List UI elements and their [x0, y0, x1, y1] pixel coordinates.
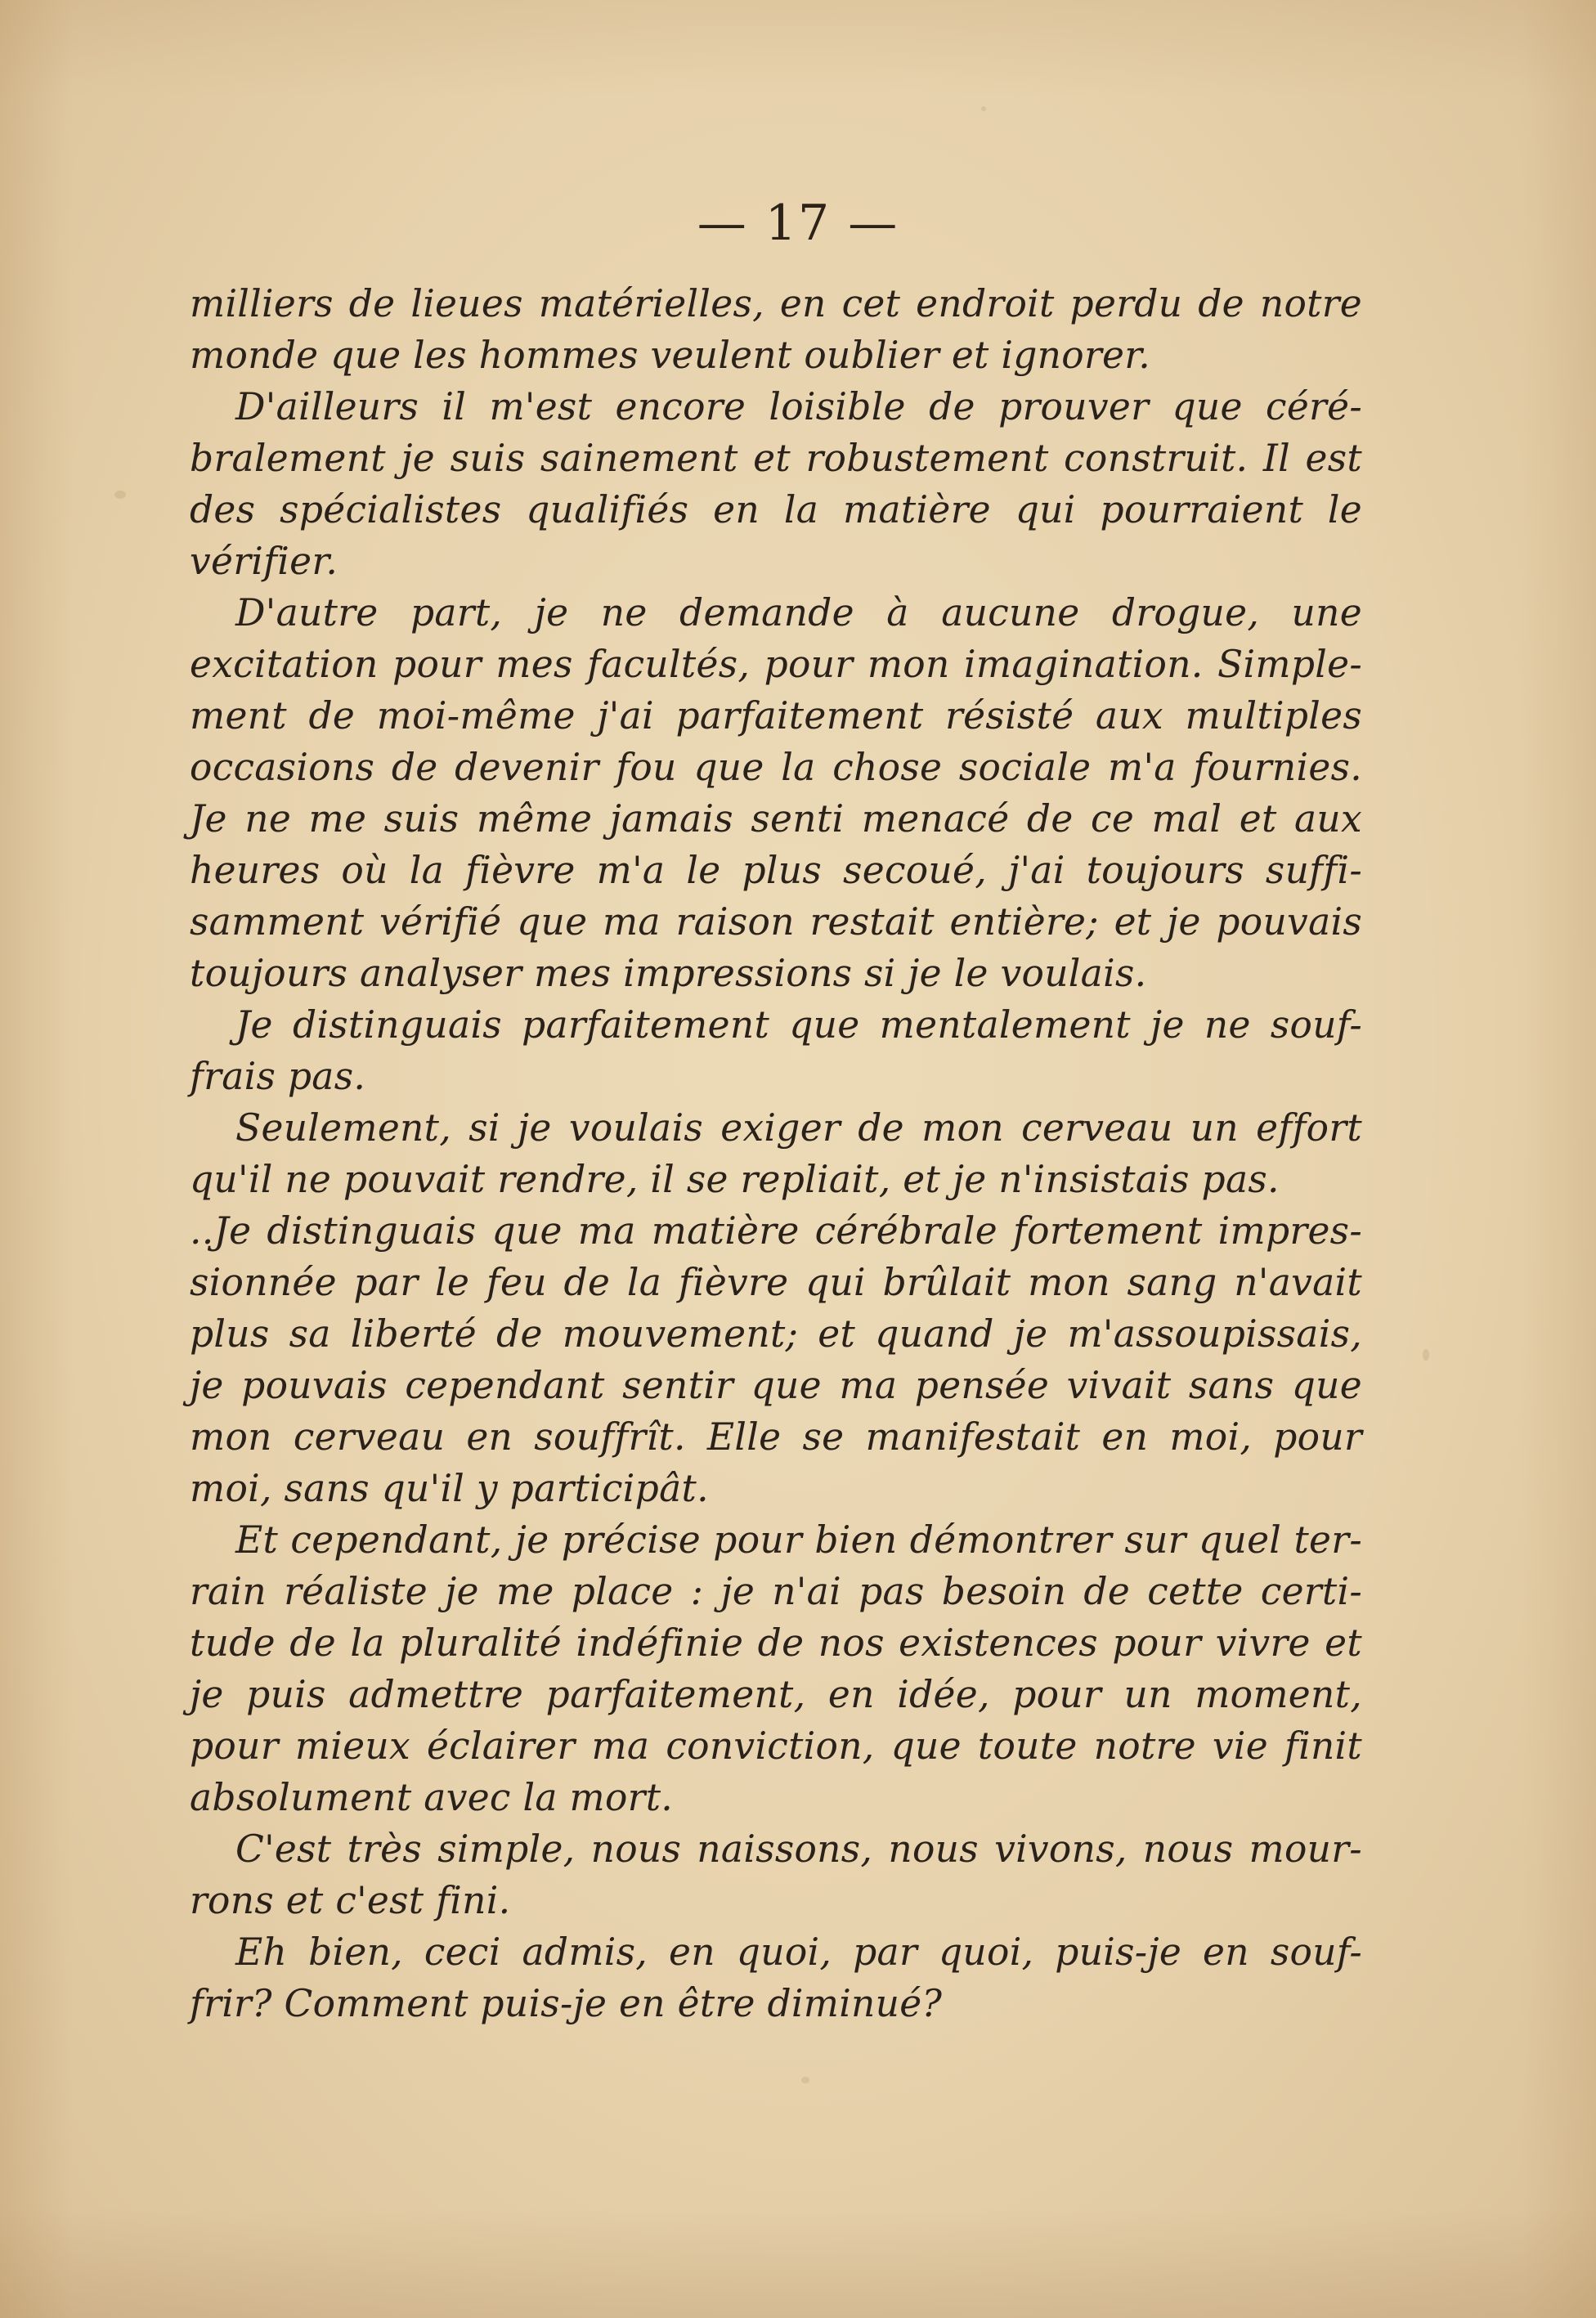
text-line: Et cependant, je précise pour bien démontrer sur quel ter- [235, 1518, 1362, 1562]
text-line: je puis admettre parfaitement, en idée, pour un moment, [190, 1673, 1362, 1716]
text-line: plus sa liberté de mouvement; et quand je m'assoupissais, [190, 1312, 1362, 1356]
text-line: je pouvais cependant sentir que ma pensée vivait sans que [190, 1364, 1362, 1407]
text-line: frais pas. [190, 1055, 366, 1098]
text-line: frir? Comment puis-je en être diminué? [190, 1982, 943, 2025]
text-line: D'autre part, je ne demande à aucune drogue, une [235, 591, 1362, 634]
text-line: moi, sans qu'il y participât. [190, 1467, 709, 1510]
text-line: des spécialistes qualifiés en la matière qui pourraient le [190, 488, 1362, 531]
text-line: Je ne me suis même jamais senti menacé de ce mal et aux [190, 797, 1362, 841]
text-line: samment vérifié que ma raison restait entière; et je pouvais [190, 900, 1362, 944]
text-line: sionnée par le feu de la fièvre qui brûlait mon sang n'avait [190, 1261, 1362, 1304]
text-line: occasions de devenir fou que la chose sociale m'a fournies. [190, 746, 1362, 789]
text-line: monde que les hommes veulent oublier et ignorer. [190, 334, 1151, 377]
text-line: Eh bien, ceci admis, en quoi, par quoi, puis-je en souf- [235, 1930, 1362, 1974]
text-line: pour mieux éclairer ma conviction, que toute notre vie finit [190, 1724, 1362, 1768]
paper-stain [1423, 1349, 1429, 1361]
text-line: mon cerveau en souffrît. Elle se manifestait en moi, pour [190, 1415, 1362, 1459]
text-line: Je distinguais parfaitement que mentalement je ne souf- [235, 1003, 1362, 1047]
paper-stain [801, 2077, 809, 2083]
text-line: bralement je suis sainement et robustement construit. Il est [190, 437, 1362, 480]
text-line: milliers de lieues matérielles, en cet endroit perdu de notre [190, 282, 1362, 325]
text-line: rons et c'est fini. [190, 1879, 511, 1922]
text-line: heures où la fièvre m'a le plus secoué, j'ai toujours suffi- [190, 849, 1362, 892]
text-line: Seulement, si je voulais exiger de mon cerveau un effort [235, 1106, 1362, 1150]
text-line: ment de moi-même j'ai parfaitement résisté aux multiples [190, 694, 1362, 738]
text-line: vérifier. [190, 540, 338, 583]
text-line: D'ailleurs il m'est encore loisible de prouver que céré- [235, 385, 1362, 428]
text-line: excitation pour mes facultés, pour mon imagination. Simple- [190, 643, 1362, 686]
text-line: rain réaliste je me place : je n'ai pas besoin de cette certi- [190, 1570, 1362, 1613]
text-line: ..Je distinguais que ma matière cérébrale fortement impres- [190, 1209, 1362, 1253]
text-line: absolument avec la mort. [190, 1776, 674, 1819]
page-number: — 17 — [697, 195, 899, 252]
text-line: tude de la pluralité indéfinie de nos existences pour vivre et [190, 1621, 1362, 1665]
text-line: qu'il ne pouvait rendre, il se repliait, et je n'insistais pas. [190, 1158, 1280, 1201]
paper-stain [114, 491, 126, 499]
text-line: toujours analyser mes impressions si je le voulais. [190, 952, 1147, 995]
paper-stain [981, 106, 986, 111]
text-line: C'est très simple, nous naissons, nous vivons, nous mour- [235, 1827, 1362, 1871]
body-text [190, 278, 1362, 2029]
